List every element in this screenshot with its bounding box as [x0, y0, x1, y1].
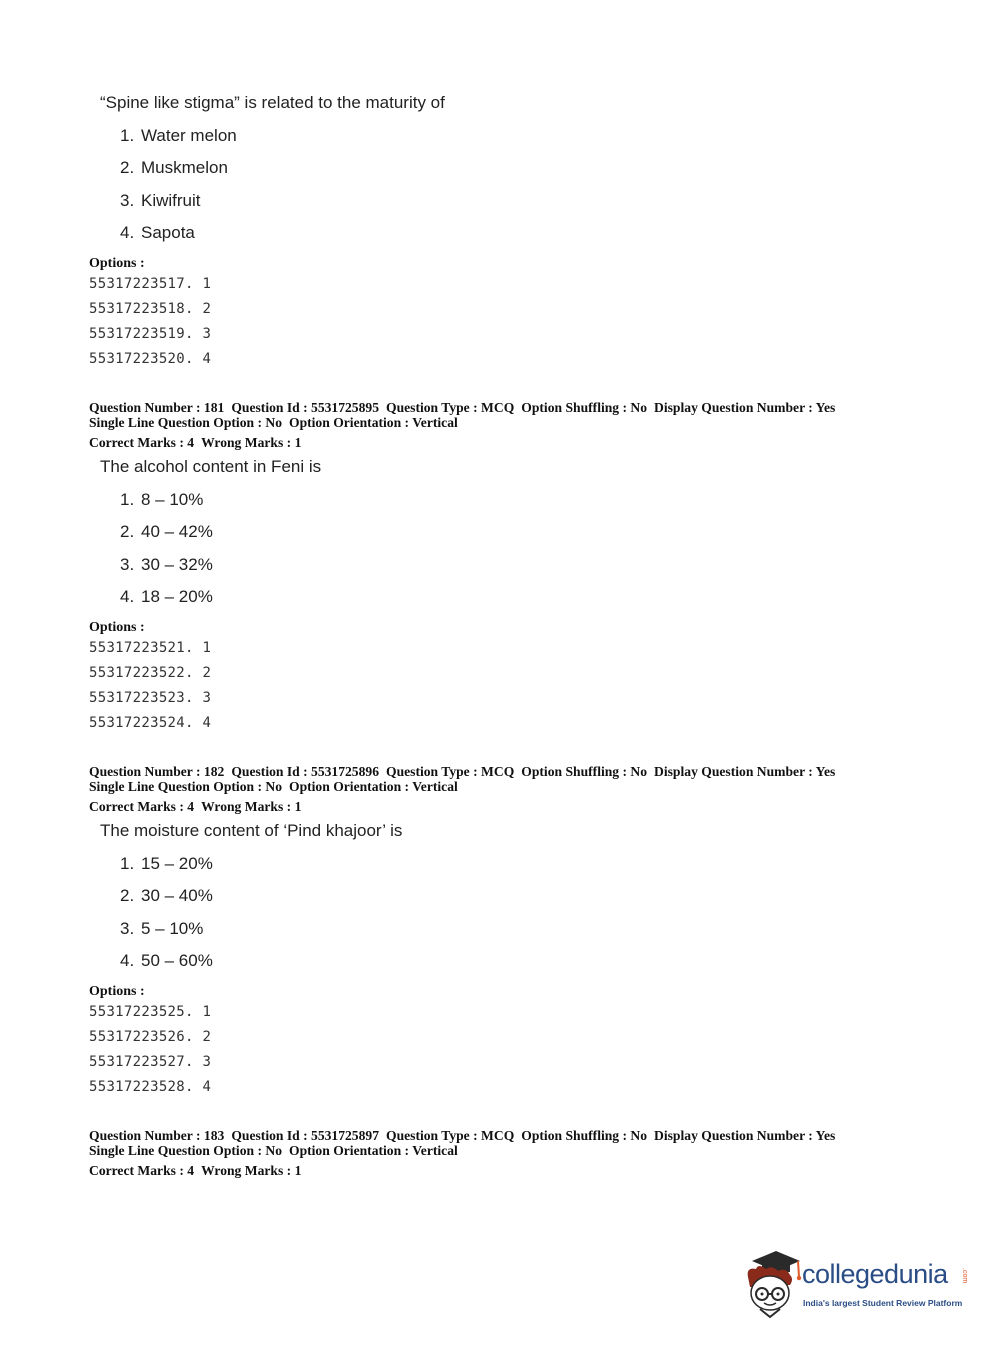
question-marks: Correct Marks : 4 Wrong Marks : 1 — [89, 435, 302, 450]
choice-1: 1. 15 – 20% — [120, 854, 213, 873]
mascot-icon — [742, 1247, 802, 1319]
question-meta-line-1: Question Number : 183 Question Id : 5531725897 Question Type : MCQ Option Shuffling : No Display Question Number : Yes — [89, 1128, 836, 1143]
option-id: 55317223521. 1 — [89, 640, 212, 656]
option-id: 55317223524. 4 — [89, 715, 212, 731]
question-marks: Correct Marks : 4 Wrong Marks : 1 — [89, 799, 302, 814]
question-meta-line-2: Single Line Question Option : No Option Orientation : Vertical — [89, 779, 458, 794]
choice-3: 3. Kiwifruit — [120, 191, 201, 210]
option-id: 55317223519. 3 — [89, 326, 212, 342]
logo-tagline: India's largest Student Review Platform — [803, 1298, 963, 1308]
question-meta-line-1: Question Number : 182 Question Id : 5531725896 Question Type : MCQ Option Shuffling : No Display Question Number : Yes — [89, 764, 836, 779]
question-stem: The alcohol content in Feni is — [100, 457, 322, 476]
option-id: 55317223528. 4 — [89, 1079, 212, 1095]
option-id: 55317223527. 3 — [89, 1054, 212, 1070]
choice-3: 3. 5 – 10% — [120, 919, 204, 938]
choice-3: 3. 30 – 32% — [120, 555, 213, 574]
choice-4: 4. 18 – 20% — [120, 587, 213, 606]
option-id: 55317223517. 1 — [89, 276, 212, 292]
choice-2: 2. 40 – 42% — [120, 522, 213, 541]
choice-4: 4. Sapota — [120, 223, 195, 242]
question-meta-line-2: Single Line Question Option : No Option Orientation : Vertical — [89, 415, 458, 430]
choice-1: 1. 8 – 10% — [120, 490, 204, 509]
choice-4: 4. 50 – 60% — [120, 951, 213, 970]
option-id: 55317223523. 3 — [89, 690, 212, 706]
options-heading: Options : — [89, 984, 145, 999]
options-heading: Options : — [89, 256, 145, 271]
collegedunia-logo — [742, 1247, 972, 1319]
option-id: 55317223520. 4 — [89, 351, 212, 367]
option-id: 55317223522. 2 — [89, 665, 212, 681]
logo-domain-suffix: .com — [961, 1268, 968, 1284]
option-id: 55317223526. 2 — [89, 1029, 212, 1045]
question-meta-line-1: Question Number : 181 Question Id : 5531725895 Question Type : MCQ Option Shuffling : No Display Question Number : Yes — [89, 400, 836, 415]
question-stem: “Spine like stigma” is related to the maturity of — [100, 93, 445, 112]
choice-2: 2. 30 – 40% — [120, 886, 213, 905]
choice-1: 1. Water melon — [120, 126, 237, 145]
logo-brand-text: collegedunia — [802, 1259, 948, 1289]
question-stem: The moisture content of ‘Pind khajoor’ is — [100, 821, 403, 840]
question-marks: Correct Marks : 4 Wrong Marks : 1 — [89, 1163, 302, 1178]
option-id: 55317223525. 1 — [89, 1004, 212, 1020]
options-heading: Options : — [89, 620, 145, 635]
option-id: 55317223518. 2 — [89, 301, 212, 317]
choice-2: 2. Muskmelon — [120, 158, 228, 177]
question-meta-line-2: Single Line Question Option : No Option Orientation : Vertical — [89, 1143, 458, 1158]
